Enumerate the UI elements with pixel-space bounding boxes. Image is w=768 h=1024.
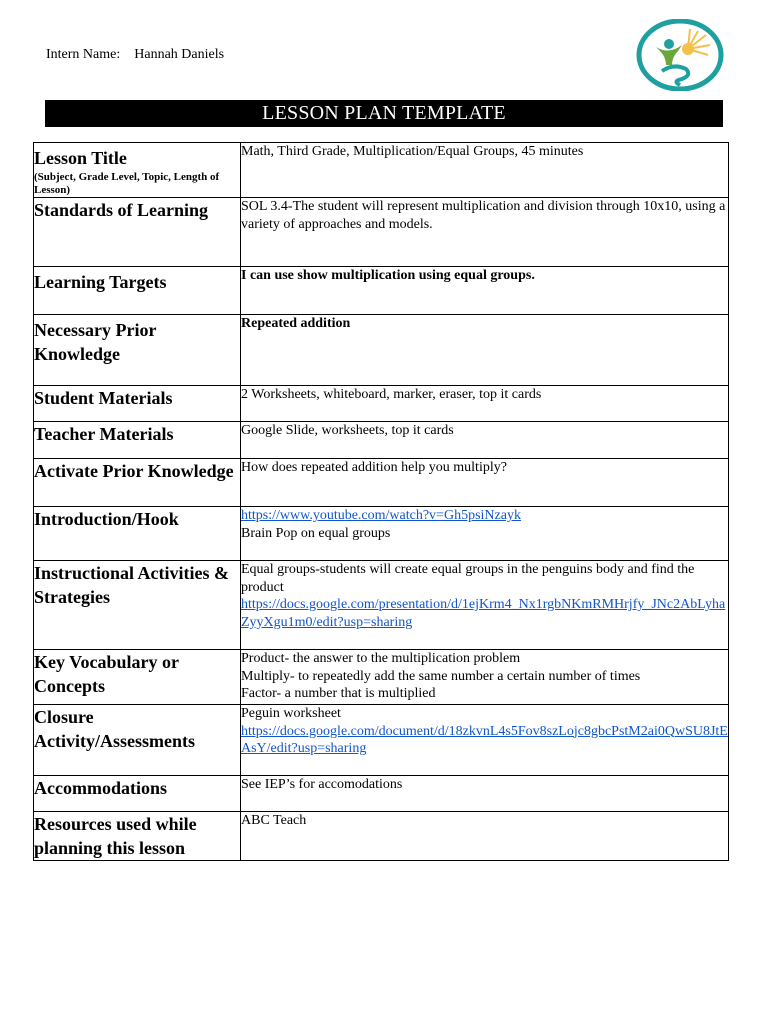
instructional-value	[241, 561, 729, 650]
lesson-plan-table	[33, 142, 729, 861]
instructional-text: Equal groups-students will create equal groups in the penguins body and find the product	[241, 562, 695, 595]
standards-label: Standards of Learning	[34, 198, 241, 267]
table-row	[34, 812, 729, 861]
intro-text: Brain Pop on equal groups	[241, 525, 391, 541]
intro-label: Introduction/Hook	[34, 507, 241, 561]
vocab-label: Key Vocabulary or Concepts	[34, 650, 241, 705]
teacher-materials-label: Teacher Materials	[34, 422, 241, 459]
intern-label: Intern Name:	[46, 47, 121, 62]
school-logo-icon	[636, 19, 724, 91]
table-row	[34, 422, 729, 459]
lesson-title-value: Math, Third Grade, Multiplication/Equal Groups, 45 minutes	[241, 143, 729, 198]
lesson-plan-title: LESSON PLAN TEMPLATE	[45, 100, 723, 127]
targets-value: I can use show multiplication using equal groups.	[241, 267, 729, 315]
standards-value: SOL 3.4-The student will represent multiplication and division through 10x10, using a variety of approaches and models.	[241, 198, 729, 267]
student-materials-label: Student Materials	[34, 386, 241, 422]
table-row	[34, 267, 729, 315]
table-row	[34, 198, 729, 267]
activate-prior-value: How does repeated addition help you multiply?	[241, 459, 729, 507]
vocab-value	[241, 650, 729, 705]
table-row	[34, 561, 729, 650]
student-materials-value: 2 Worksheets, whiteboard, marker, eraser, top it cards	[241, 386, 729, 422]
closure-worksheet-link[interactable]: https://docs.google.com/document/d/18zkvnL4s5Fov8szLojc8gbcPstM2ai0QwSU8JtEAsY/edit?usp=sharing	[241, 723, 728, 757]
intern-name: Hannah Daniels	[134, 47, 225, 62]
prior-knowledge-value: Repeated addition	[241, 315, 729, 386]
closure-text: Peguin worksheet	[241, 706, 341, 721]
table-row	[34, 386, 729, 422]
table-row	[34, 315, 729, 386]
accommodations-value: See IEP’s for accomodations	[241, 776, 729, 812]
closure-label: Closure Activity/Assessments	[34, 705, 241, 776]
vocab-factor: Factor- a number that is multiplied	[241, 686, 436, 702]
vocab-product: Product- the answer to the multiplication problem	[241, 651, 521, 666]
closure-value	[241, 705, 729, 776]
resources-label: Resources used while planning this lesson	[34, 812, 241, 861]
targets-label: Learning Targets	[34, 267, 241, 315]
table-row	[34, 459, 729, 507]
intro-video-link[interactable]: https://www.youtube.com/watch?v=Gh5psiNzayk	[241, 508, 521, 523]
teacher-materials-value: Google Slide, worksheets, top it cards	[241, 422, 729, 459]
lesson-title-sublabel: (Subject, Grade Level, Topic, Length of Lesson)	[34, 171, 220, 196]
lesson-title-label: Lesson Title	[34, 148, 127, 168]
table-row	[34, 705, 729, 776]
instructional-label: Instructional Activities & Strategies	[34, 561, 241, 650]
activate-prior-label: Activate Prior Knowledge	[34, 459, 241, 507]
table-row	[34, 143, 729, 198]
intro-value	[241, 507, 729, 561]
accommodations-label: Accommodations	[34, 776, 241, 812]
instructional-slides-link[interactable]: https://docs.google.com/presentation/d/1ejKrm4_Nx1rgbNKmRMHrjfy_JNc2AbLyhaZyyXgu1m0/edit?usp=sharing	[241, 597, 726, 630]
table-row	[34, 507, 729, 561]
vocab-multiply: Multiply- to repeatedly add the same number a certain number of times	[241, 668, 641, 684]
table-row	[34, 650, 729, 705]
prior-knowledge-label: Necessary Prior Knowledge	[34, 315, 241, 386]
row-label-lesson-title	[34, 143, 241, 198]
table-row	[34, 776, 729, 812]
resources-value: ABC Teach	[241, 812, 729, 861]
intern-name-line	[46, 47, 224, 63]
